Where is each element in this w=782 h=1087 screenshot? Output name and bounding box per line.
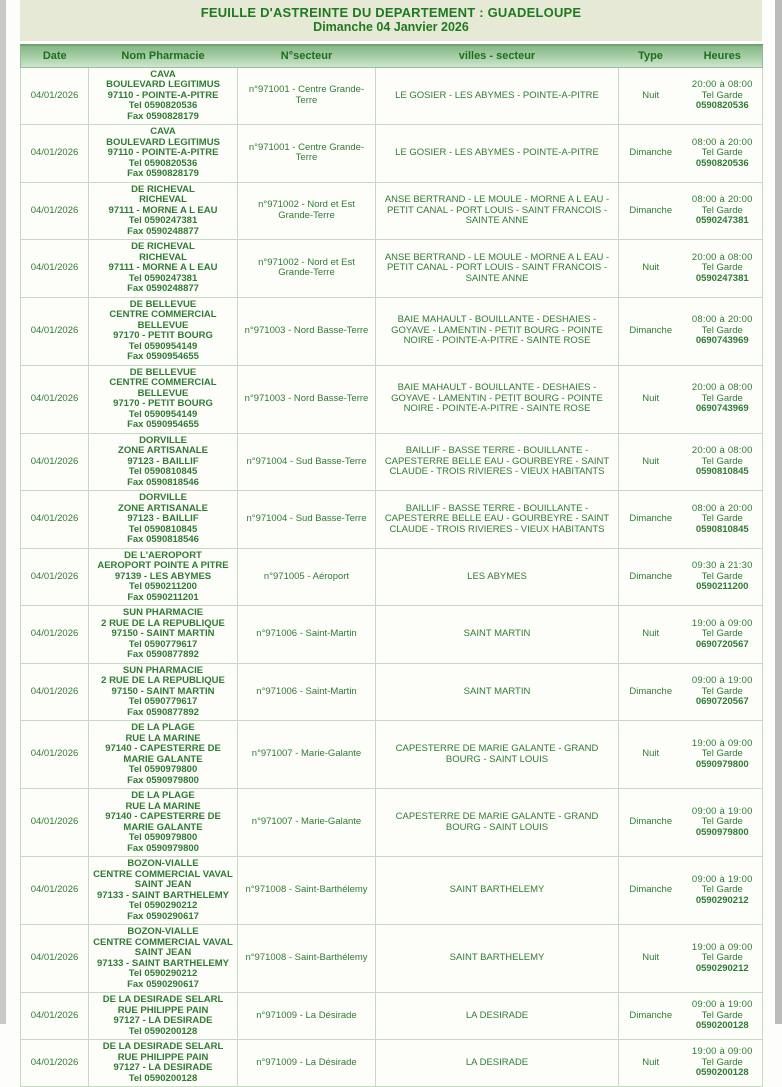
table-row <box>21 606 763 664</box>
heures-time: 08:00 à 20:00 <box>691 502 753 514</box>
pharmacy-line: Tel 0590779617 <box>128 638 198 650</box>
type-cell: Dimanche <box>619 182 683 240</box>
page-subtitle: Dimanche 04 Janvier 2026 <box>313 20 469 34</box>
pharmacy-line: RUE PHILIPPE PAIN <box>117 1051 209 1063</box>
heures-time: 20:00 à 08:00 <box>691 79 753 90</box>
heures-label: Tel Garde <box>701 89 743 101</box>
heures-label: Tel Garde <box>701 455 743 467</box>
pharmacy-line: 2 RUE DE LA REPUBLIQUE <box>101 617 225 629</box>
villes-cell: LA DESIRADE <box>376 993 619 1040</box>
table-row <box>21 491 763 549</box>
secteur-cell: n°971007 - Marie-Galante <box>238 721 376 789</box>
heures-phone: 0590820536 <box>695 100 749 111</box>
pharmacy-line: 97150 - SAINT MARTIN <box>111 628 215 639</box>
pharmacy-line: CENTRE COMMERCIAL VAVAL SAINT JEAN <box>93 868 233 890</box>
type-cell: Dimanche <box>619 297 683 365</box>
pharmacy-cell <box>89 491 238 549</box>
secteur-cell: n°971007 - Marie-Galante <box>238 789 376 857</box>
heures-label: Tel Garde <box>701 748 743 760</box>
date-cell: 04/01/2026 <box>21 240 89 298</box>
pharmacy-line: RICHEVAL <box>139 194 187 205</box>
pharmacy-line: Tel 0590979800 <box>128 764 198 775</box>
pharmacy-cell <box>89 857 238 925</box>
heures-time: 09:00 à 19:00 <box>691 999 753 1011</box>
heures-phone: 0590290212 <box>695 894 749 906</box>
heures-cell <box>683 857 763 925</box>
pharmacy-line: Tel 0590200128 <box>128 1025 198 1037</box>
pharmacy-line: DE LA DESIRADE SELARL <box>102 1041 224 1052</box>
type-cell: Nuit <box>619 1040 683 1087</box>
pharmacy-line: Tel 0590290212 <box>128 900 198 911</box>
villes-cell: CAPESTERRE DE MARIE GALANTE - GRAND BOURG - SAINT LOUIS <box>376 789 619 857</box>
secteur-cell: n°971006 - Saint-Martin <box>238 606 376 664</box>
pharmacy-line: RUE LA MARINE <box>125 800 201 812</box>
secteur-cell: n°971002 - Nord et Est Grande-Terre <box>238 182 376 240</box>
heures-label: Tel Garde <box>701 816 743 828</box>
heures-cell <box>683 925 763 993</box>
pharmacy-line: DE RICHEVAL <box>131 241 195 252</box>
heures-cell <box>683 663 763 721</box>
table-row <box>21 721 763 789</box>
pharmacy-line: BOZON-VIALLE <box>127 858 199 869</box>
pharmacy-line: Fax 0590818546 <box>127 476 199 488</box>
heures-cell <box>683 789 763 857</box>
pharmacy-line: DE BELLEVUE <box>129 298 197 310</box>
secteur-cell: n°971003 - Nord Basse-Terre <box>238 297 376 365</box>
column-header-1: Date <box>21 45 89 67</box>
pharmacy-line: Tel 0590810845 <box>128 523 198 535</box>
pharmacy-line: 97123 - BAILLIF <box>127 455 199 467</box>
pharmacy-line: SUN PHARMACIE <box>122 607 204 618</box>
column-header-4: villes - secteur <box>376 45 619 67</box>
heures-cell <box>683 606 763 664</box>
table-header <box>21 45 763 67</box>
pharmacy-line: 97110 - POINTE-A-PITRE <box>107 147 219 158</box>
date-cell: 04/01/2026 <box>21 606 89 664</box>
pharmacy-line: ZONE ARTISANALE <box>118 445 208 456</box>
column-header-5: Type <box>619 45 683 67</box>
heures-cell <box>683 433 763 491</box>
heures-label: Tel Garde <box>701 884 743 896</box>
pharmacy-cell <box>89 993 238 1040</box>
pharmacy-line: DE LA DESIRADE SELARL <box>102 994 224 1005</box>
heures-time: 20:00 à 08:00 <box>691 251 753 263</box>
heures-time: 09:00 à 19:00 <box>691 805 753 817</box>
pharmacy-line: CAVA <box>150 68 176 80</box>
heures-time: 19:00 à 09:00 <box>691 737 753 749</box>
type-cell: Dimanche <box>619 491 683 549</box>
pharmacy-cell <box>89 925 238 993</box>
heures-label: Tel Garde <box>701 1056 743 1068</box>
secteur-cell: n°971001 - Centre Grande-Terre <box>238 125 376 183</box>
pharmacy-line: 97150 - SAINT MARTIN <box>111 685 215 697</box>
date-cell: 04/01/2026 <box>21 993 89 1040</box>
pharmacy-line: 97140 - CAPESTERRE DE MARIE GALANTE <box>105 743 221 765</box>
pharmacy-line: Fax 0590828179 <box>127 168 199 179</box>
date-cell: 04/01/2026 <box>21 125 89 183</box>
page-title: FEUILLE D'ASTREINTE DU DEPARTEMENT : GUADELOUPE <box>200 5 582 20</box>
pharmacy-cell <box>89 240 238 298</box>
type-cell: Dimanche <box>619 125 683 183</box>
pharmacy-line: BOULEVARD LEGITIMUS <box>106 136 220 148</box>
pharmacy-line: Fax 0590828179 <box>127 110 199 122</box>
pharmacy-line: Tel 0590211200 <box>129 581 197 592</box>
date-cell: 04/01/2026 <box>21 67 89 125</box>
type-cell: Dimanche <box>619 789 683 857</box>
secteur-cell: n°971002 - Nord et Est Grande-Terre <box>238 240 376 298</box>
pharmacy-line: Tel 0590954149 <box>128 408 198 420</box>
on-call-roster-table <box>20 44 763 1087</box>
heures-time: 08:00 à 20:00 <box>691 314 753 326</box>
pharmacy-line: 97127 - LA DESIRADE <box>113 1015 213 1026</box>
heures-cell <box>683 240 763 298</box>
heures-label: Tel Garde <box>701 513 743 524</box>
title-band <box>20 0 762 41</box>
type-cell: Nuit <box>619 433 683 491</box>
secteur-cell: n°971004 - Sud Basse-Terre <box>238 433 376 491</box>
heures-phone: 0590211200 <box>696 581 749 592</box>
pharmacy-line: 97170 - PETIT BOURG <box>113 330 213 341</box>
heures-phone: 0590820536 <box>695 157 749 169</box>
villes-cell: SAINT BARTHELEMY <box>376 857 619 925</box>
date-cell: 04/01/2026 <box>21 365 89 433</box>
type-cell: Nuit <box>619 240 683 298</box>
villes-cell: LE GOSIER - LES ABYMES - POINTE-A-PITRE <box>376 67 619 125</box>
type-cell: Dimanche <box>619 663 683 721</box>
heures-time: 19:00 à 09:00 <box>691 617 753 629</box>
document <box>20 0 762 1087</box>
villes-cell: LES ABYMES <box>376 548 619 606</box>
heures-phone: 0590200128 <box>695 1020 749 1032</box>
table-row <box>21 1040 763 1087</box>
villes-cell: BAILLIF - BASSE TERRE - BOUILLANTE - CAPESTERRE BELLE EAU - GOURBEYRE - SAINT CLAUDE - TROIS RIVIERES - VIEUX HABITANTS <box>376 433 619 491</box>
heures-label: Tel Garde <box>701 324 743 336</box>
pharmacy-line: Fax 0590877892 <box>127 649 199 660</box>
table-row <box>21 365 763 433</box>
villes-cell: LE GOSIER - LES ABYMES - POINTE-A-PITRE <box>376 125 619 183</box>
pharmacy-line: Tel 0590247381 <box>128 272 198 284</box>
table-row <box>21 993 763 1040</box>
pharmacy-line: DORVILLE <box>139 434 187 446</box>
table-row <box>21 663 763 721</box>
pharmacy-line: Fax 0590248877 <box>127 283 199 294</box>
pharmacy-line: RUE LA MARINE <box>125 732 201 744</box>
heures-cell <box>683 125 763 183</box>
pharmacy-cell <box>89 125 238 183</box>
type-cell: Dimanche <box>619 857 683 925</box>
heures-cell <box>683 993 763 1040</box>
heures-label: Tel Garde <box>701 628 743 639</box>
villes-cell: BAIE MAHAULT - BOUILLANTE - DESHAIES - GOYAVE - LAMENTIN - PETIT BOURG - POINTE NOIRE - POINTE-A-PITRE - SAINTE ROSE <box>376 365 619 433</box>
villes-cell: BAILLIF - BASSE TERRE - BOUILLANTE - CAPESTERRE BELLE EAU - GOURBEYRE - SAINT CLAUDE - TROIS RIVIERES - VIEUX HABITANTS <box>376 491 619 549</box>
heures-phone: 0590290212 <box>695 962 749 974</box>
secteur-cell: n°971009 - La Désirade <box>238 993 376 1040</box>
photo-edge-right <box>775 0 782 1024</box>
heures-time: 09:30 à 21:30 <box>691 560 753 571</box>
pharmacy-line: Tel 0590810845 <box>128 466 198 477</box>
pharmacy-cell <box>89 789 238 857</box>
heures-phone: 0590247381 <box>695 272 749 284</box>
pharmacy-line: Fax 0590877892 <box>127 706 199 718</box>
pharmacy-line: Fax 0590211201 <box>127 591 199 603</box>
pharmacy-cell <box>89 663 238 721</box>
heures-label: Tel Garde <box>701 147 743 158</box>
heures-time: 09:00 à 19:00 <box>691 873 753 885</box>
date-cell: 04/01/2026 <box>21 925 89 993</box>
type-cell: Nuit <box>619 925 683 993</box>
heures-time: 19:00 à 09:00 <box>691 941 753 953</box>
heures-label: Tel Garde <box>701 952 743 964</box>
heures-time: 09:00 à 19:00 <box>691 675 753 686</box>
heures-phone: 0590810845 <box>695 466 749 477</box>
date-cell: 04/01/2026 <box>21 548 89 606</box>
villes-cell: ANSE BERTRAND - LE MOULE - MORNE A L EAU - PETIT CANAL - PORT LOUIS - SAINT FRANCOIS - SAINTE ANNE <box>376 182 619 240</box>
table-row <box>21 297 763 365</box>
villes-cell: BAIE MAHAULT - BOUILLANTE - DESHAIES - GOYAVE - LAMENTIN - PETIT BOURG - POINTE NOIRE - POINTE-A-PITRE - SAINTE ROSE <box>376 297 619 365</box>
pharmacy-line: Fax 0590248877 <box>127 225 199 237</box>
pharmacy-line: Tel 0590820536 <box>128 157 198 169</box>
type-cell: Nuit <box>619 606 683 664</box>
type-cell: Dimanche <box>619 548 683 606</box>
type-cell: Nuit <box>619 721 683 789</box>
heures-cell <box>683 721 763 789</box>
heures-phone: 0590810845 <box>695 523 749 535</box>
heures-phone: 0590979800 <box>695 758 749 770</box>
pharmacy-line: Tel 0590820536 <box>128 100 198 111</box>
pharmacy-cell <box>89 67 238 125</box>
pharmacy-line: Fax 0590290617 <box>127 910 199 922</box>
pharmacy-line: Tel 0590779617 <box>128 696 198 707</box>
secteur-cell: n°971005 - Aéroport <box>238 548 376 606</box>
date-cell: 04/01/2026 <box>21 663 89 721</box>
pharmacy-line: 97127 - LA DESIRADE <box>113 1062 213 1073</box>
pharmacy-line: 97170 - PETIT BOURG <box>113 398 213 409</box>
heures-time: 19:00 à 09:00 <box>691 1046 753 1058</box>
heures-cell <box>683 491 763 549</box>
date-cell: 04/01/2026 <box>21 491 89 549</box>
villes-cell: SAINT MARTIN <box>376 606 619 664</box>
heures-phone: 0590979800 <box>695 826 749 838</box>
pharmacy-line: BOULEVARD LEGITIMUS <box>106 79 220 90</box>
heures-phone: 0590247381 <box>695 215 749 226</box>
pharmacy-line: 97139 - LES ABYMES <box>114 570 212 582</box>
pharmacy-cell <box>89 365 238 433</box>
secteur-cell: n°971004 - Sud Basse-Terre <box>238 491 376 549</box>
pharmacy-line: CENTRE COMMERCIAL BELLEVUE <box>109 309 217 331</box>
heures-label: Tel Garde <box>701 570 743 582</box>
heures-label: Tel Garde <box>701 392 743 404</box>
pharmacy-line: 2 RUE DE LA REPUBLIQUE <box>101 675 225 686</box>
pharmacy-line: 97140 - CAPESTERRE DE MARIE GALANTE <box>105 811 221 833</box>
column-header-2: Nom Pharmacie <box>89 45 238 67</box>
pharmacy-line: DE LA PLAGE <box>131 722 195 733</box>
pharmacy-line: CAVA <box>150 126 176 137</box>
pharmacy-line: ZONE ARTISANALE <box>118 502 208 514</box>
pharmacy-line: Fax 0590954655 <box>127 419 199 430</box>
pharmacy-cell <box>89 433 238 491</box>
pharmacy-line: 97111 - MORNE A L EAU <box>108 204 218 216</box>
secteur-cell: n°971008 - Saint-Barthélemy <box>238 857 376 925</box>
date-cell: 04/01/2026 <box>21 297 89 365</box>
pharmacy-line: Tel 0590290212 <box>128 968 198 979</box>
pharmacy-line: 97133 - SAINT BARTHELEMY <box>97 957 229 969</box>
pharmacy-line: Tel 0590979800 <box>128 832 198 843</box>
table-header-row <box>21 45 763 67</box>
villes-cell: LA DESIRADE <box>376 1040 619 1087</box>
pharmacy-line: CENTRE COMMERCIAL BELLEVUE <box>109 377 217 399</box>
pharmacy-line: DE BELLEVUE <box>129 366 197 378</box>
heures-cell <box>683 182 763 240</box>
pharmacy-line: RICHEVAL <box>139 251 187 263</box>
pharmacy-cell <box>89 182 238 240</box>
heures-label: Tel Garde <box>701 262 743 273</box>
heures-phone: 0690743969 <box>695 403 749 415</box>
heures-label: Tel Garde <box>701 1009 743 1021</box>
type-cell: Nuit <box>619 365 683 433</box>
table-row <box>21 182 763 240</box>
heures-phone: 0690720567 <box>695 638 749 650</box>
table-row <box>21 125 763 183</box>
pharmacy-line: Fax 0590290617 <box>127 978 199 990</box>
secteur-cell: n°971006 - Saint-Martin <box>238 663 376 721</box>
pharmacy-line: BOZON-VIALLE <box>127 926 199 937</box>
pharmacy-line: Tel 0590200128 <box>128 1072 198 1084</box>
heures-phone: 0690720567 <box>695 696 749 707</box>
secteur-cell: n°971009 - La Désirade <box>238 1040 376 1087</box>
pharmacy-line: 97110 - POINTE-A-PITRE <box>107 89 219 101</box>
pharmacy-line: RUE PHILIPPE PAIN <box>117 1004 209 1016</box>
table-body <box>21 67 763 1087</box>
pharmacy-line: DE LA PLAGE <box>131 790 195 801</box>
pharmacy-line: DORVILLE <box>139 492 187 503</box>
date-cell: 04/01/2026 <box>21 182 89 240</box>
pharmacy-line: SUN PHARMACIE <box>122 664 204 676</box>
pharmacy-line: DE L'AEROPORT <box>124 549 202 561</box>
pharmacy-cell <box>89 1040 238 1087</box>
table-row <box>21 925 763 993</box>
table-row <box>21 67 763 125</box>
villes-cell: SAINT MARTIN <box>376 663 619 721</box>
table-row <box>21 433 763 491</box>
column-header-6: Heures <box>683 45 763 67</box>
date-cell: 04/01/2026 <box>21 433 89 491</box>
pharmacy-line: Fax 0590954655 <box>127 351 199 362</box>
type-cell: Nuit <box>619 67 683 125</box>
heures-time: 20:00 à 08:00 <box>691 382 753 394</box>
heures-cell <box>683 67 763 125</box>
heures-cell <box>683 365 763 433</box>
pharmacy-line: Fax 0590979800 <box>127 842 199 854</box>
pharmacy-line: 97111 - MORNE A L EAU <box>108 262 218 273</box>
pharmacy-line: 97133 - SAINT BARTHELEMY <box>97 889 229 901</box>
heures-label: Tel Garde <box>701 685 743 697</box>
type-cell: Dimanche <box>619 993 683 1040</box>
table-row <box>21 857 763 925</box>
heures-cell <box>683 548 763 606</box>
pharmacy-cell <box>89 721 238 789</box>
table-row <box>21 240 763 298</box>
secteur-cell: n°971003 - Nord Basse-Terre <box>238 365 376 433</box>
pharmacy-line: CENTRE COMMERCIAL VAVAL SAINT JEAN <box>93 936 233 958</box>
column-header-3: N°secteur <box>238 45 376 67</box>
heures-time: 08:00 à 20:00 <box>691 194 753 205</box>
date-cell: 04/01/2026 <box>21 857 89 925</box>
heures-label: Tel Garde <box>701 204 743 216</box>
date-cell: 04/01/2026 <box>21 789 89 857</box>
heures-time: 08:00 à 20:00 <box>691 136 753 148</box>
pharmacy-line: Fax 0590818546 <box>127 534 199 545</box>
table-row <box>21 789 763 857</box>
pharmacy-line: 97123 - BAILLIF <box>127 513 199 524</box>
pharmacy-line: DE RICHEVAL <box>131 183 195 195</box>
pharmacy-cell <box>89 548 238 606</box>
heures-cell <box>683 1040 763 1087</box>
villes-cell: SAINT BARTHELEMY <box>376 925 619 993</box>
pharmacy-line: AEROPORT POINTE A PITRE <box>97 560 229 571</box>
heures-phone: 0690743969 <box>695 335 749 347</box>
secteur-cell: n°971008 - Saint-Barthélemy <box>238 925 376 993</box>
date-cell: 04/01/2026 <box>21 721 89 789</box>
secteur-cell: n°971001 - Centre Grande-Terre <box>238 67 376 125</box>
heures-time: 20:00 à 08:00 <box>691 445 753 456</box>
pharmacy-line: Tel 0590247381 <box>128 215 198 226</box>
heures-cell <box>683 297 763 365</box>
pharmacy-cell <box>89 606 238 664</box>
heures-phone: 0590200128 <box>695 1067 749 1079</box>
villes-cell: CAPESTERRE DE MARIE GALANTE - GRAND BOURG - SAINT LOUIS <box>376 721 619 789</box>
photo-edge-left <box>0 0 6 1024</box>
pharmacy-cell <box>89 297 238 365</box>
villes-cell: ANSE BERTRAND - LE MOULE - MORNE A L EAU - PETIT CANAL - PORT LOUIS - SAINT FRANCOIS - SAINTE ANNE <box>376 240 619 298</box>
table-row <box>21 548 763 606</box>
pharmacy-line: Tel 0590954149 <box>128 340 198 352</box>
pharmacy-line: Fax 0590979800 <box>127 774 199 786</box>
date-cell: 04/01/2026 <box>21 1040 89 1087</box>
